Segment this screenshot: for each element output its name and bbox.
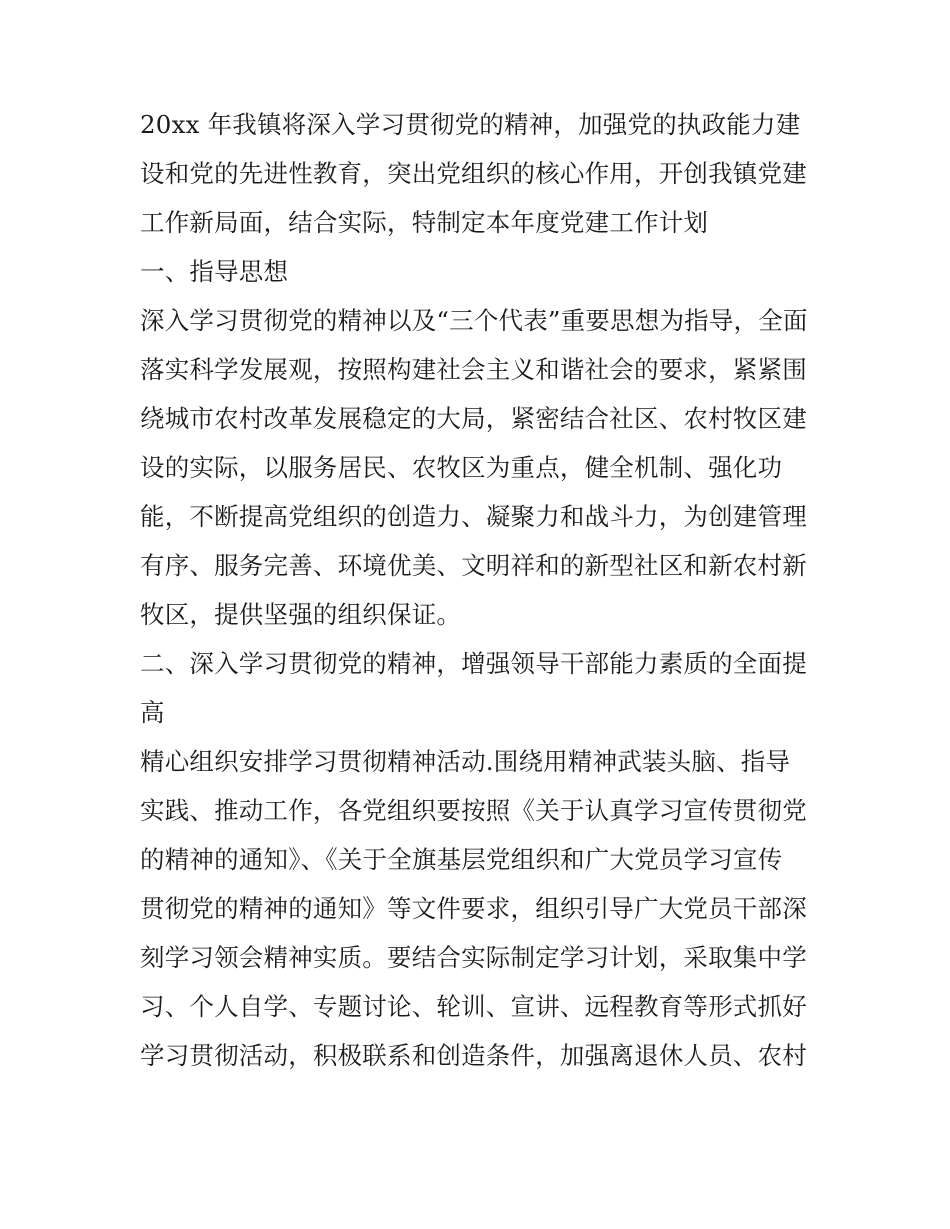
paragraph-line-guiding-3: 绕城市农村改革发展稳定的大局，紧密结合社区、农村牧区建 bbox=[140, 404, 807, 433]
paragraph-line-guiding-4: 设的实际，以服务居民、农牧区为重点，健全机制、强化功 bbox=[140, 453, 783, 482]
paragraph-line-study-7: 学习贯彻活动，积极联系和创造条件，加强离退休人员、农村 bbox=[140, 1041, 807, 1070]
paragraph-line-study-5: 刻学习领会精神实质。要结合实际制定学习计划，采取集中学 bbox=[140, 943, 807, 972]
paragraph-line-study-1: 精心组织安排学习贯彻精神活动.围绕用精神武装头脑、指导 bbox=[140, 747, 791, 776]
section-heading-study-line-1: 二、深入学习贯彻党的精神，增强领导干部能力素质的全面提 bbox=[140, 649, 807, 678]
section-heading-study-line-2: 高 bbox=[140, 698, 165, 727]
paragraph-line-intro-1: 20xx 年我镇将深入学习贯彻党的精神，加强党的执政能力建 bbox=[140, 110, 801, 139]
paragraph-line-intro-3: 工作新局面，结合实际，特制定本年度党建工作计划 bbox=[140, 208, 709, 237]
paragraph-line-study-3: 的精神的通知》、《关于全旗基层党组织和广大党员学习宣传 bbox=[140, 845, 783, 874]
paragraph-line-guiding-2: 落实科学发展观，按照构建社会主义和谐社会的要求，紧紧围 bbox=[140, 355, 807, 384]
paragraph-line-study-2: 实践、推动工作，各党组织要按照《关于认真学习宣传贯彻党 bbox=[140, 796, 807, 825]
paragraph-line-study-6: 习、个人自学、专题讨论、轮训、宣讲、远程教育等形式抓好 bbox=[140, 992, 807, 1021]
section-heading-guiding-thought: 一、指导思想 bbox=[140, 257, 289, 286]
paragraph-line-guiding-7: 牧区，提供坚强的组织保证。 bbox=[140, 600, 462, 629]
paragraph-line-intro-2: 设和党的先进性教育，突出党组织的核心作用，开创我镇党建 bbox=[140, 159, 807, 188]
paragraph-line-guiding-1: 深入学习贯彻党的精神以及“三个代表”重要思想为指导，全面 bbox=[140, 306, 808, 335]
paragraph-line-study-4: 贯彻党的精神的通知》等文件要求，组织引导广大党员干部深 bbox=[140, 894, 807, 923]
paragraph-line-guiding-5: 能，不断提高党组织的创造力、凝聚力和战斗力，为创建管理 bbox=[140, 502, 807, 531]
paragraph-line-guiding-6: 有序、服务完善、环境优美、文明祥和的新型社区和新农村新 bbox=[140, 551, 807, 580]
